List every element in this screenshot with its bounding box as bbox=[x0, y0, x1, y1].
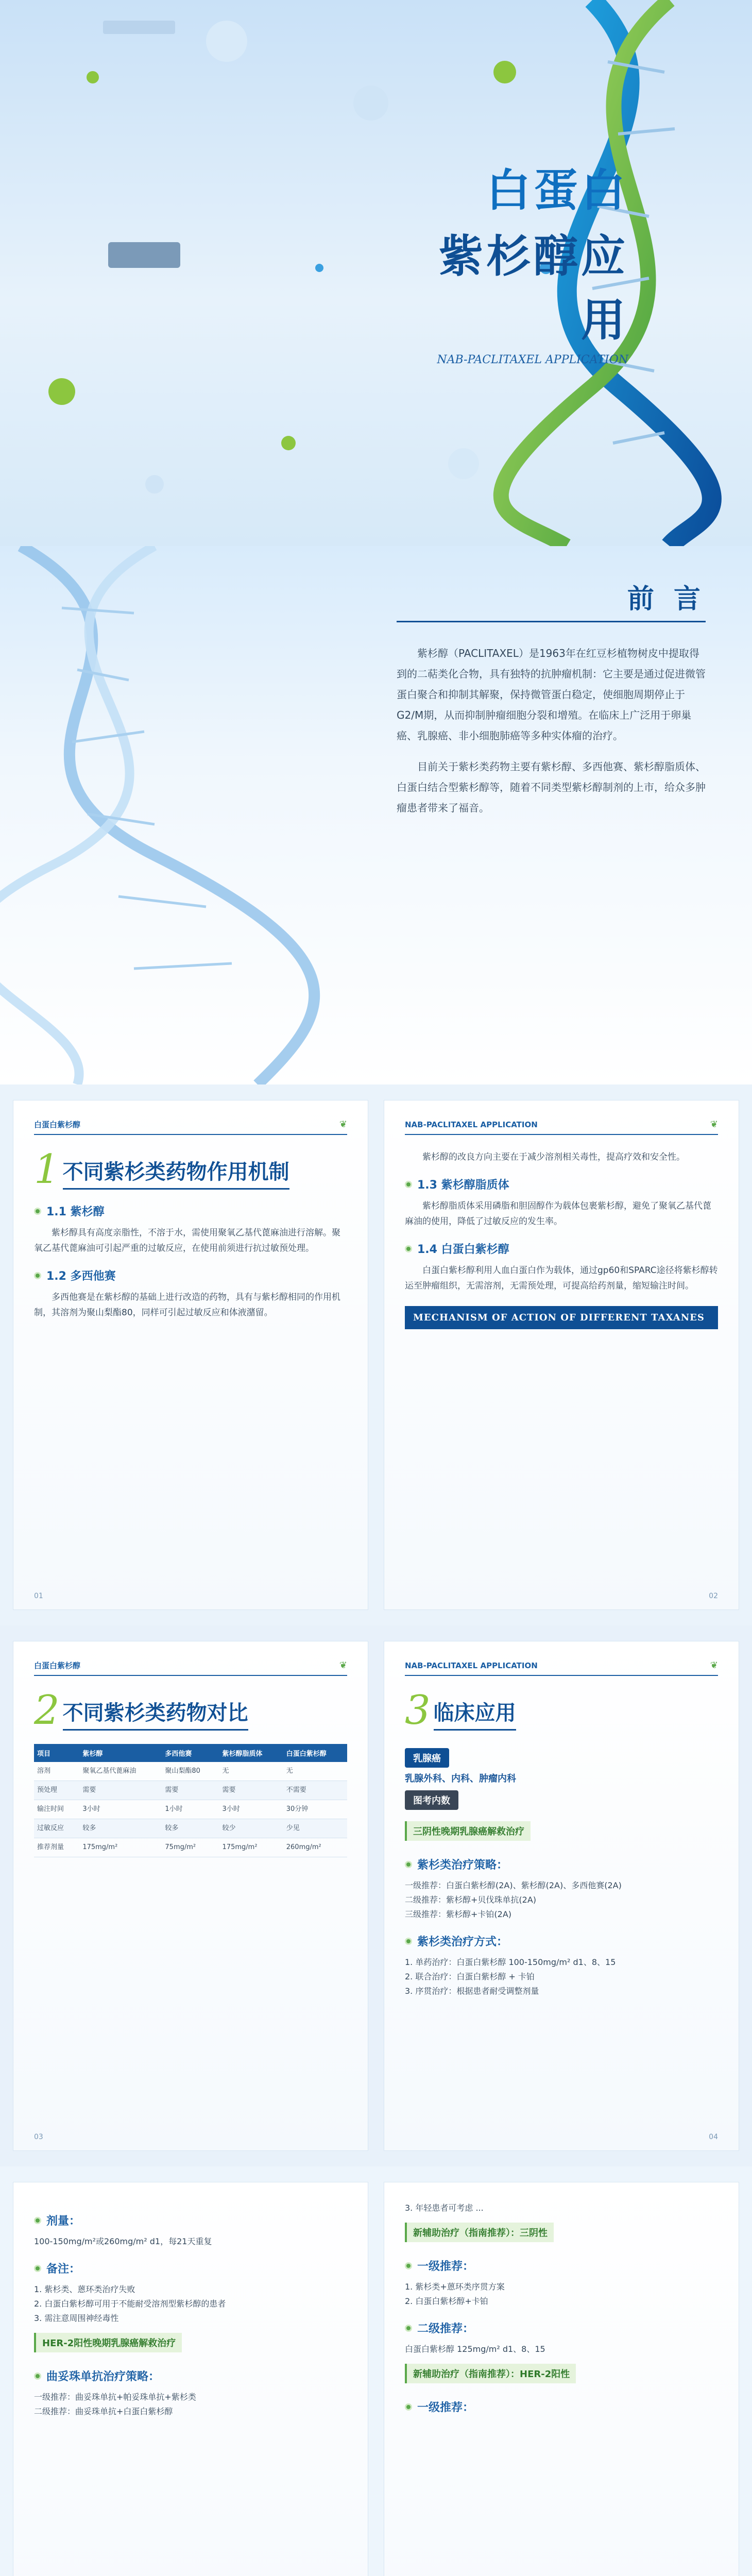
section-heading bbox=[405, 1856, 718, 1872]
table-cell: 3小时 bbox=[79, 1800, 162, 1819]
preface-section bbox=[0, 546, 752, 1084]
paragraph: 紫杉醇具有高度亲脂性，不溶于水，需使用聚氧乙基代蓖麻油进行溶解。聚氧乙基代蓖麻油可引起严重的过敏反应，在使用前须进行抗过敏预处理。 bbox=[34, 1228, 340, 1253]
section-heading bbox=[405, 2320, 718, 2336]
preface-title: 前 言 bbox=[397, 577, 706, 622]
list-item: 100-150mg/m²或260mg/m² d1，每21天重复 bbox=[34, 2236, 212, 2246]
leaf-icon: ❦ bbox=[710, 1119, 718, 1130]
chapter-title: 临床应用 bbox=[434, 1697, 516, 1731]
list-item: 二级推荐：紫杉醇+贝伐珠单抗(2A) bbox=[405, 1895, 537, 1905]
section-heading bbox=[405, 2258, 718, 2274]
table-cell: 输注时间 bbox=[34, 1800, 79, 1819]
cover-title-1: 白蛋白 bbox=[486, 165, 628, 216]
page-number: 01 bbox=[34, 1592, 43, 1600]
section-heading-text: 紫杉类治疗策略： bbox=[417, 1859, 508, 1872]
preface-paragraph-2: 目前关于紫杉类药物主要有紫杉醇、多西他赛、紫杉醇脂质体、白蛋白结合型紫杉醇等，随着不同类型紫杉醇制剂的上市，给众多肿瘤患者带来了福音。 bbox=[397, 760, 706, 814]
section-heading-text: 1.4 白蛋白紫杉醇 bbox=[417, 1243, 509, 1256]
preface-paragraph-1: 紫杉醇（PACLITAXEL）是1963年在红豆杉植物树皮中提取得到的二萜类化合物，具有独特的抗肿瘤机制：它主要是通过促进微管蛋白聚合和抑制其解聚，保持微管蛋白稳定，使细胞周期停止于G2/M期，从而抑制肿瘤细胞分裂和增殖。在临床上广泛用于卵巢癌、乳腺癌、非小细胞肺癌等多种实体瘤的治疗。 bbox=[397, 647, 706, 742]
page-number: 03 bbox=[34, 2133, 43, 2141]
section-heading bbox=[405, 1176, 718, 1192]
chapter-heading bbox=[34, 1687, 347, 1734]
page-21 bbox=[13, 2182, 368, 2576]
preface-body bbox=[397, 577, 706, 823]
section-heading bbox=[34, 1267, 347, 1283]
page-01 bbox=[13, 1100, 368, 1610]
page-header bbox=[34, 1660, 347, 1676]
chapter-number: 2 bbox=[34, 1687, 60, 1734]
category-tag: 乳腺癌 bbox=[405, 1748, 449, 1768]
cover-section bbox=[0, 0, 752, 546]
table-cell: 无 bbox=[283, 1762, 347, 1781]
table-cell: 3小时 bbox=[219, 1800, 283, 1819]
table-cell: 较少 bbox=[219, 1819, 283, 1838]
paragraph: 多西他赛是在紫杉醇的基础上进行改造的药物，具有与紫杉醇相同的作用机制，其溶剂为聚山梨酯80，同样可引起过敏反应和体液潴留。 bbox=[34, 1292, 340, 1318]
list-item: 二级推荐：曲妥珠单抗+白蛋白紫杉醇 bbox=[34, 2406, 173, 2416]
list-item: 3. 序贯治疗：根据患者耐受调整剂量 bbox=[405, 1986, 539, 1996]
section-heading-text: 一级推荐： bbox=[417, 2401, 474, 2414]
list-item: 白蛋白紫杉醇 125mg/m² d1、8、15 bbox=[405, 2344, 545, 2354]
page-header bbox=[34, 1119, 347, 1135]
page-number: 04 bbox=[709, 2133, 718, 2141]
paragraph: 白蛋白紫杉醇利用人血白蛋白作为载体，通过gp60和SPARC途径将紫杉醇转运至肿瘤组织，无需溶剂，无需预处理，可提高给药剂量，缩短输注时间。 bbox=[405, 1265, 718, 1291]
table-header-row bbox=[34, 1744, 347, 1762]
table-header: 多西他赛 bbox=[162, 1744, 219, 1762]
bullet-icon bbox=[405, 1938, 412, 1945]
section-heading-text: 1.1 紫杉醇 bbox=[46, 1206, 105, 1218]
table-cell: 少见 bbox=[283, 1819, 347, 1838]
bullet-icon bbox=[405, 2262, 412, 2269]
header-brand-en: NAB-PACLITAXEL APPLICATION bbox=[405, 1660, 538, 1670]
section-heading bbox=[405, 1933, 718, 1949]
leaf-icon: ❦ bbox=[339, 1660, 347, 1671]
bullet-icon bbox=[405, 1861, 412, 1868]
list-item: 3. 年轻患者可考虑 ... bbox=[405, 2203, 484, 2213]
section-heading-text: 备注： bbox=[46, 2263, 81, 2276]
section-heading-text: 紫杉类治疗方式： bbox=[417, 1936, 508, 1948]
leaf-icon: ❦ bbox=[339, 1119, 347, 1130]
list-item: 2. 联合治疗：白蛋白紫杉醇 + 卡铂 bbox=[405, 1972, 535, 1981]
table-cell: 预处理 bbox=[34, 1781, 79, 1800]
section-heading-text: 1.3 紫杉醇脂质体 bbox=[417, 1179, 509, 1192]
header-brand: 白蛋白紫杉醇 bbox=[34, 1120, 81, 1129]
header-brand-en: NAB-PACLITAXEL APPLICATION bbox=[405, 1120, 538, 1129]
page-22 bbox=[384, 2182, 739, 2576]
table-row bbox=[34, 1800, 347, 1819]
green-heading: 新辅助治疗（指南推荐）：HER-2阳性 bbox=[405, 2364, 576, 2383]
chapter-title: 不同紫杉类药物作用机制 bbox=[63, 1156, 289, 1190]
page-header bbox=[405, 1660, 718, 1676]
blurred-logo-top bbox=[103, 21, 175, 34]
section-heading bbox=[34, 1203, 347, 1219]
page-03 bbox=[13, 1641, 368, 2151]
dna-art bbox=[0, 546, 361, 1084]
table-cell: 175mg/m² bbox=[219, 1838, 283, 1857]
list-item: 1. 紫杉类、蒽环类治疗失败 bbox=[34, 2284, 135, 2294]
green-heading: 新辅助治疗（指南推荐）：三阴性 bbox=[405, 2223, 554, 2242]
table-cell: 30分钟 bbox=[283, 1800, 347, 1819]
spread-3 bbox=[0, 2166, 752, 2576]
section-heading-text: 1.2 多西他赛 bbox=[46, 1270, 116, 1283]
list-item: 2. 白蛋白紫杉醇+卡铂 bbox=[405, 2296, 488, 2306]
table-cell: 无 bbox=[219, 1762, 283, 1781]
chapter-number: 1 bbox=[34, 1146, 60, 1193]
section-heading bbox=[405, 2399, 718, 2415]
english-band: MECHANISM OF ACTION OF DIFFERENT TAXANES bbox=[405, 1306, 718, 1329]
table-cell: 需要 bbox=[79, 1781, 162, 1800]
header-brand: 白蛋白紫杉醇 bbox=[34, 1661, 81, 1670]
list-item: 三级推荐：紫杉醇+卡铂(2A) bbox=[405, 1909, 512, 1919]
page-number: 02 bbox=[709, 1592, 718, 1600]
spread-2 bbox=[0, 1625, 752, 2166]
blurred-logo bbox=[108, 242, 180, 268]
table-cell: 175mg/m² bbox=[79, 1838, 162, 1857]
table-row bbox=[34, 1819, 347, 1838]
chapter-heading bbox=[34, 1146, 347, 1193]
bullet-icon bbox=[405, 1245, 412, 1252]
table-header: 紫杉醇 bbox=[79, 1744, 162, 1762]
bullet-icon bbox=[405, 1181, 412, 1188]
list-item: 2. 白蛋白紫杉醇可用于不能耐受溶剂型紫杉醇的患者 bbox=[34, 2299, 226, 2309]
chapter-number: 3 bbox=[405, 1687, 431, 1734]
comparison-table bbox=[34, 1744, 347, 1857]
bullet-icon bbox=[405, 2403, 412, 2411]
table-header: 白蛋白紫杉醇 bbox=[283, 1744, 347, 1762]
green-heading: 三阴性晚期乳腺癌解救治疗 bbox=[405, 1821, 531, 1841]
list-item: 一级推荐：曲妥珠单抗+帕妥珠单抗+紫杉类 bbox=[34, 2392, 196, 2402]
table-cell: 聚山梨酯80 bbox=[162, 1762, 219, 1781]
table-header: 项目 bbox=[34, 1744, 79, 1762]
green-heading: HER-2阳性晚期乳腺癌解救治疗 bbox=[34, 2333, 182, 2352]
tag-subtitle: 乳腺外科、内科、肿瘤内科 bbox=[405, 1773, 516, 1784]
page-04 bbox=[384, 1641, 739, 2151]
cover-title-block bbox=[402, 155, 628, 366]
section-heading bbox=[34, 2368, 347, 2384]
section-heading-text: 曲妥珠单抗治疗策略： bbox=[46, 2370, 160, 2383]
table-cell: 不需要 bbox=[283, 1781, 347, 1800]
table-cell: 较多 bbox=[162, 1819, 219, 1838]
paragraph: 紫杉醇的改良方向主要在于减少溶剂相关毒性，提高疗效和安全性。 bbox=[422, 1152, 685, 1162]
table-cell: 1小时 bbox=[162, 1800, 219, 1819]
page-02 bbox=[384, 1100, 739, 1610]
table-row bbox=[34, 1781, 347, 1800]
table-row bbox=[34, 1762, 347, 1781]
section-heading bbox=[405, 1241, 718, 1257]
table-cell: 聚氧乙基代蓖麻油 bbox=[79, 1762, 162, 1781]
list-item: 一级推荐：白蛋白紫杉醇(2A)、紫杉醇(2A)、多西他赛(2A) bbox=[405, 1880, 622, 1890]
table-cell: 过敏反应 bbox=[34, 1819, 79, 1838]
chapter-title: 不同紫杉类药物对比 bbox=[63, 1697, 248, 1731]
table-cell: 推荐剂量 bbox=[34, 1838, 79, 1857]
list-item: 1. 单药治疗：白蛋白紫杉醇 100-150mg/m² d1、8、15 bbox=[405, 1957, 616, 1967]
page-header bbox=[405, 1119, 718, 1135]
table-cell: 需要 bbox=[219, 1781, 283, 1800]
table-cell: 260mg/m² bbox=[283, 1838, 347, 1857]
table-header: 紫杉醇脂质体 bbox=[219, 1744, 283, 1762]
bullet-icon bbox=[34, 1272, 41, 1279]
cover-subtitle: NAB-PACLITAXEL APPLICATION bbox=[437, 353, 628, 366]
section-heading bbox=[34, 2260, 347, 2276]
paragraph: 紫杉醇脂质体采用磷脂和胆固醇作为载体包裹紫杉醇，避免了聚氧乙基代蓖麻油的使用，降低了过敏反应的发生率。 bbox=[405, 1201, 711, 1227]
table-row bbox=[34, 1838, 347, 1857]
section-heading-text: 二级推荐： bbox=[417, 2323, 474, 2335]
section-heading-text: 剂量： bbox=[46, 2215, 81, 2228]
table-cell: 75mg/m² bbox=[162, 1838, 219, 1857]
bullet-icon bbox=[34, 1208, 41, 1215]
table-cell: 需要 bbox=[162, 1781, 219, 1800]
section-heading bbox=[34, 2212, 347, 2228]
chapter-heading bbox=[405, 1687, 718, 1734]
bullet-icon bbox=[34, 2265, 41, 2272]
category-tag-2: 图考内数 bbox=[405, 1790, 458, 1810]
spread-1 bbox=[0, 1084, 752, 1625]
table-cell: 溶剂 bbox=[34, 1762, 79, 1781]
bullet-icon bbox=[34, 2372, 41, 2380]
section-heading-text: 一级推荐： bbox=[417, 2260, 474, 2273]
bullet-icon bbox=[405, 2325, 412, 2332]
leaf-icon: ❦ bbox=[710, 1660, 718, 1671]
list-item: 3. 需注意周围神经毒性 bbox=[34, 2313, 119, 2323]
cover-title-2: 紫杉醇应用 bbox=[439, 231, 628, 346]
cover-bg-art bbox=[0, 0, 752, 546]
table-cell: 较多 bbox=[79, 1819, 162, 1838]
list-item: 1. 紫杉类+蒽环类序贯方案 bbox=[405, 2282, 505, 2292]
bullet-icon bbox=[34, 2217, 41, 2224]
